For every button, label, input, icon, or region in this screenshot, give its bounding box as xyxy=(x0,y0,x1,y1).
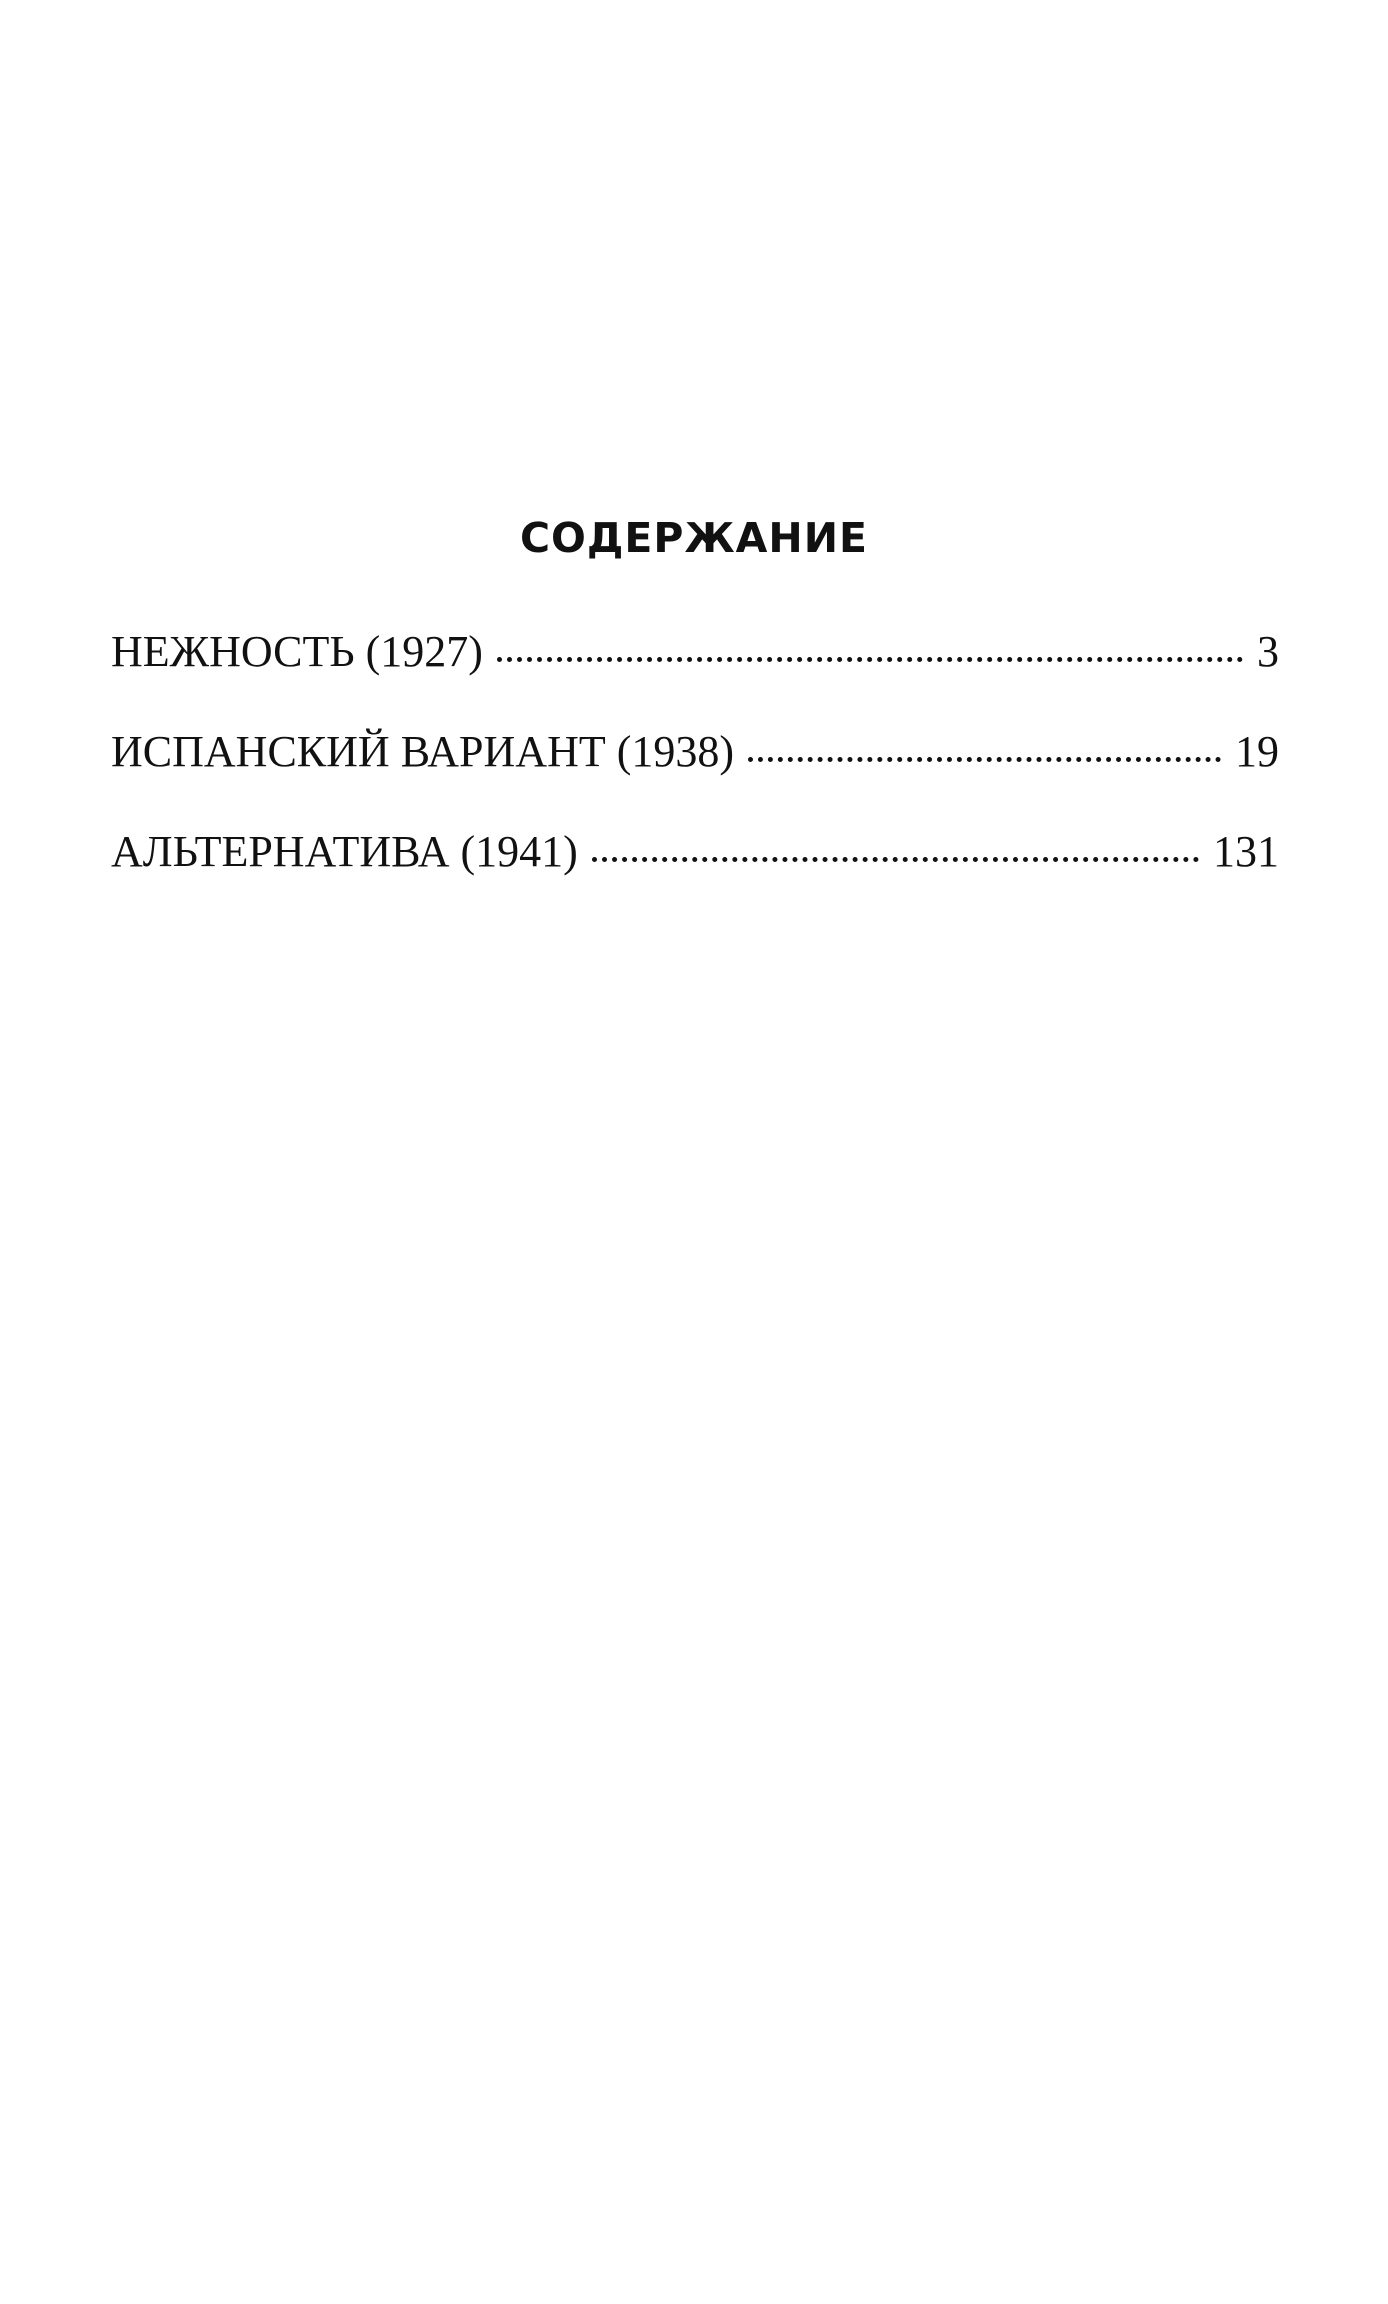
toc-entry xyxy=(111,827,1279,930)
toc-entry-title: НЕЖНОСТЬ (1927) xyxy=(111,627,483,676)
toc-entry xyxy=(111,627,1279,730)
toc-page-number: 131 xyxy=(1213,827,1279,876)
dot-leader xyxy=(748,757,1221,762)
toc-list xyxy=(111,627,1279,930)
toc-entry-title: ИСПАНСКИЙ ВАРИАНТ (1938) xyxy=(111,727,735,776)
dot-leader xyxy=(497,657,1243,662)
toc-page-number: 19 xyxy=(1235,727,1279,776)
toc-entry-title: АЛЬТЕРНАТИВА (1941) xyxy=(111,827,578,876)
toc-page-number: 3 xyxy=(1257,627,1279,676)
toc-heading: СОДЕРЖАНИЕ xyxy=(519,514,869,562)
toc-entry xyxy=(111,727,1279,830)
dot-leader xyxy=(592,857,1199,862)
